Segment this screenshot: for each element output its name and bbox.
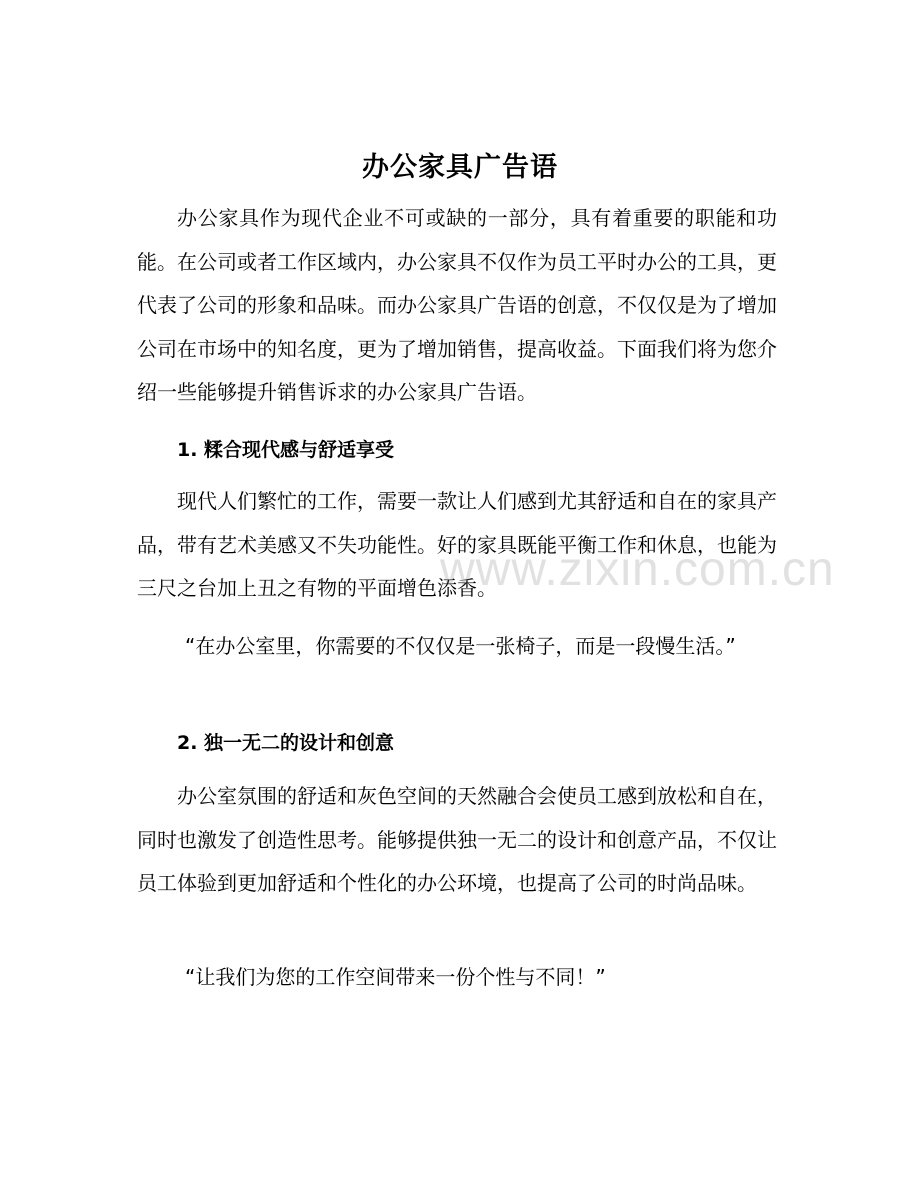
watermark: www.zixin.com.cn [440, 543, 835, 596]
section-2-heading: 2. 独一无二的设计和创意 [177, 732, 395, 754]
intro-paragraph: 办公家具作为现代企业不可或缺的一部分，具有着重要的职能和功能。在公司或者工作区域内，办公家具不仅作为员工平时办公的工具，更代表了公司的形象和品味。而办公家具广告语的创意，不仅仅是为了增加公司在市场中的知名度，更为了增加销售，提高收益。下面我们将为您介绍一些能够提升销售诉求的办公家具广告语。 [137, 206, 777, 404]
section-1-body: 现代人们繁忙的工作，需要一款让人们感到尤其舒适和自在的家具产品，带有艺术美感又不失功能性。好的家具既能平衡工作和休息，也能为三尺之台加上丑之有物的平面增色添香。 [137, 489, 777, 600]
section-2-body: 办公室氛围的舒适和灰色空间的天然融合会使员工感到放松和自在，同时也激发了创造性思考。能够提供独一无二的设计和创意产品，不仅让员工体验到更加舒适和个性化的办公环境，也提高了公司的时尚品味。 [137, 784, 777, 895]
section-1-quote: “在办公室里，你需要的不仅仅是一张椅子，而是一段慢生活。” [185, 634, 736, 658]
section-1-heading: 1. 糅合现代感与舒适享受 [177, 439, 395, 461]
section-2-quote: “让我们为您的工作空间带来一份个性与不同！” [185, 965, 606, 989]
document-title: 办公家具广告语 [362, 152, 558, 183]
